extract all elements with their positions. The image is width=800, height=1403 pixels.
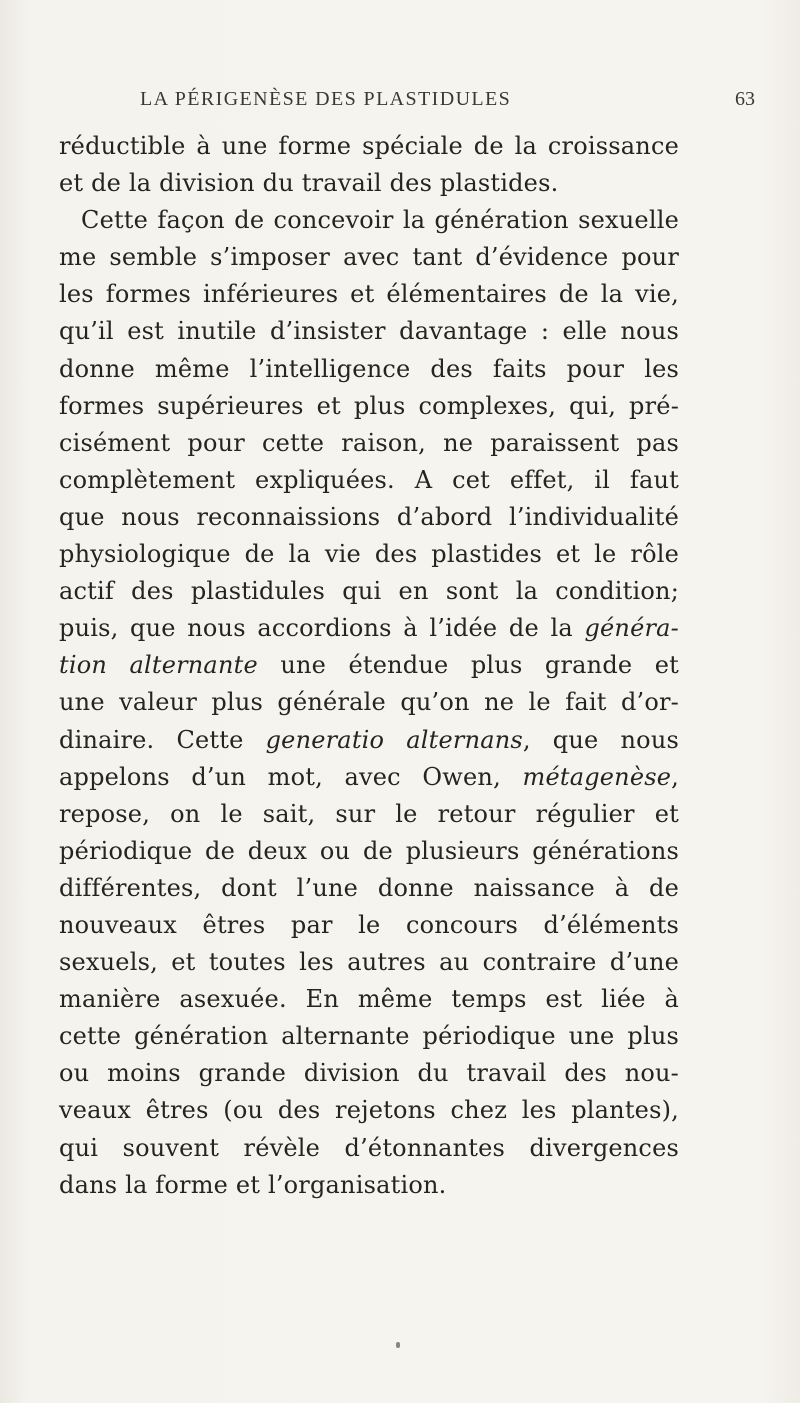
text-line: différentes, dont l’une donne naissance à de bbox=[59, 873, 679, 902]
text-line: physiologique de la vie des plastides et le rôle bbox=[59, 540, 679, 569]
text-line: Cette façon de concevoir la génération sexuelle bbox=[81, 206, 679, 235]
italic-term: generatio alternans bbox=[265, 725, 523, 754]
text-line: appelons d’un mot, avec Owen, métagenèse, bbox=[59, 762, 679, 791]
text-line: qui souvent révèle d’étonnantes divergences bbox=[59, 1133, 679, 1162]
text-line: tion alternante une étendue plus grande et bbox=[59, 651, 679, 680]
text-line: veaux êtres (ou des rejetons chez les plantes), bbox=[59, 1096, 679, 1125]
ink-speck bbox=[396, 1342, 400, 1348]
text-line: sexuels, et toutes les autres au contraire d’une bbox=[59, 948, 679, 977]
text-line: et de la division du travail des plastides. bbox=[59, 169, 559, 198]
text-line: les formes inférieures et élémentaires de la vie, bbox=[59, 280, 679, 309]
text-line: une valeur plus générale qu’on ne le fait d’or- bbox=[59, 688, 679, 717]
text-line: complètement expliquées. A cet effet, il faut bbox=[59, 465, 679, 494]
text-line: me semble s’imposer avec tant d’évidence pour bbox=[59, 243, 679, 272]
text-line: que nous reconnaissions d’abord l’individualité bbox=[59, 502, 679, 531]
text-line: donne même l’intelligence des faits pour les bbox=[59, 354, 679, 383]
body-text bbox=[59, 128, 679, 1204]
running-head bbox=[140, 88, 755, 116]
running-title: LA PÉRIGENÈSE DES PLASTIDULES bbox=[140, 88, 512, 110]
text-line: ou moins grande division du travail des nou- bbox=[59, 1059, 679, 1088]
italic-term: généra- bbox=[584, 614, 679, 643]
italic-term: métagenèse bbox=[522, 762, 672, 791]
text-line: périodique de deux ou de plusieurs générations bbox=[59, 836, 679, 865]
page-number: 63 bbox=[735, 88, 755, 110]
text-line: cette génération alternante périodique une plus bbox=[59, 1022, 679, 1051]
text-line: dans la forme et l’organisation. bbox=[59, 1170, 447, 1199]
text-line: cisément pour cette raison, ne paraissent pas bbox=[59, 428, 679, 457]
text-line: repose, on le sait, sur le retour régulier et bbox=[59, 799, 679, 828]
text-line: manière asexuée. En même temps est liée à bbox=[59, 985, 679, 1014]
text-line: réductible à une forme spéciale de la croissance bbox=[59, 132, 679, 160]
italic-term: tion alternante bbox=[59, 651, 258, 680]
text-line: formes supérieures et plus complexes, qui, pré- bbox=[59, 391, 679, 420]
text-line: qu’il est inutile d’insister davantage : elle nous bbox=[59, 317, 679, 346]
text-line: nouveaux êtres par le concours d’éléments bbox=[59, 910, 679, 939]
text-line: dinaire. Cette generatio alternans, que nous bbox=[59, 725, 679, 754]
text-line: actif des plastidules qui en sont la condition; bbox=[59, 577, 679, 606]
text-line: puis, que nous accordions à l’idée de la généra- bbox=[59, 614, 679, 643]
